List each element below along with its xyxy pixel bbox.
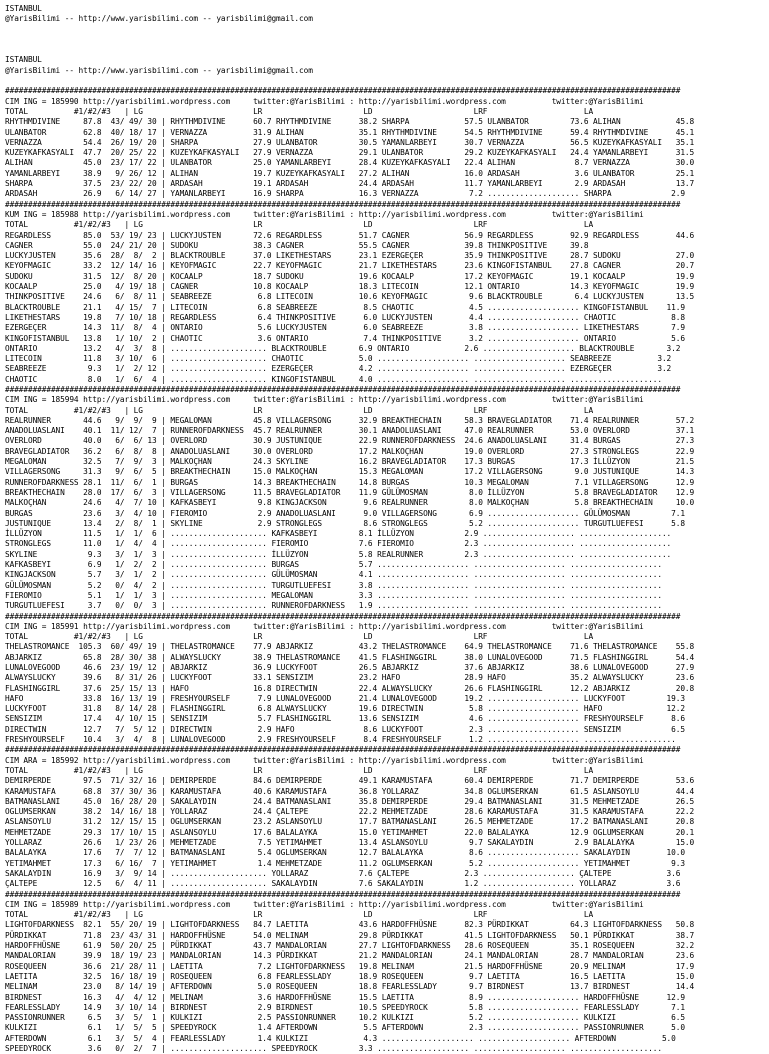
- report-line: BALALAYKA 17.6 7/ 7/ 12 | BATMANASLANI 5.4 OGLUMSERKAN 12.7 BALALAYKA 8.6 .................... SAKALAYDIN 10.0: [5, 848, 685, 858]
- report-line: DIRECTWIN 12.7 7/ 5/ 12 | DIRECTWIN 2.9 HAFO 8.6 LUCKYFOOT 2.3 .................... SENSIZIM 6.5: [5, 724, 685, 734]
- report-line: CHAOTIC 8.0 1/ 6/ 4 | ..................... KINGOFISTANBUL 4.0 .................... .................... ....................: [5, 374, 662, 384]
- report-line: REALRUNNER 44.6 9/ 9/ 9 | MEGALOMAN 45.8 VILLAGERSONG 32.9 BREAKTHECHAIN 58.3 BRAVEGLADIATOR 71.4 REALRUNNER 57.2: [5, 415, 695, 425]
- report-line: [5, 25, 694, 35]
- report-line: YAMANLARBEYI 38.9 9/ 26/ 12 | ALIHAN 19.7 KUZEYKAFKASYALI 27.2 ALIHAN 16.0 ARDASAH 3.6 ULANBATOR 25.1: [5, 168, 695, 178]
- report-line: KARAMUSTAFA 68.8 37/ 30/ 36 | KARAMUSTAFA 40.6 KARAMUSTAFA 36.8 YOLLARAZ 34.8 OGLUMSERKAN 61.5 ASLANSOYLU 44.4: [5, 786, 695, 796]
- report-line: ###################################################################################################################################################: [5, 86, 681, 96]
- report-line: TURGUTLUEFESI 3.7 0/ 0/ 3 | ..................... RUNNEROFDARKNESS 1.9 .................... .................... ....................: [5, 601, 662, 611]
- report-line: KINGOFISTANBUL 13.8 1/ 10/ 2 | CHAOTIC 3.6 ONTARIO 7.4 THINKPOSITIVE 3.2 .................... ONTARIO 5.6: [5, 333, 685, 343]
- report-line: KUZEYKAFKASYALI 47.7 20/ 25/ 22 | KUZEYKAFKASYALI 27.9 VERNAZZA 29.1 ULANBATOR 29.2 KUZEYKAFKASYALI 24.4 YAMANLARBEYI 31.5: [5, 148, 695, 158]
- report-line: LAETITA 32.5 16/ 18/ 19 | ROSEQUEEN 6.8 FEARLESSLADY 18.9 ROSEQUEEN 9.7 LAETITA 16.5 LAETITA 15.0: [5, 971, 695, 981]
- report-line: SENSIZIM 17.4 4/ 10/ 15 | SENSIZIM 5.7 FLASHINGGIRL 13.6 SENSIZIM 4.6 .................... FRESHYOURSELF 8.6: [5, 714, 685, 724]
- report-line: BLACKTROUBLE 21.1 4/ 15/ 7 | LITECOIN 6.8 SEABREEZE 8.5 CHAOTIC 4.5 .................... KINGOFISTANBUL 11.9: [5, 302, 685, 312]
- report-line: VERNAZZA 54.4 26/ 19/ 20 | SHARPA 27.9 ULANBATOR 30.5 YAMANLARBEYI 30.7 VERNAZZA 56.5 KUZEYKAFKASYALI 35.1: [5, 137, 695, 147]
- report-line: FLASHINGGIRL 37.6 25/ 15/ 13 | HAFO 16.8 DIRECTWIN 22.4 ALWAYSLUCKY 26.6 FLASHINGGIRL 12.2 ABJARKIZ 20.8: [5, 683, 695, 693]
- report-line: ASLANSOYLU 31.2 12/ 15/ 15 | OGLUMSERKAN 23.2 ASLANSOYLU 17.7 BATMANASLANI 26.5 MEHMETZADE 17.2 BATMANASLANI 20.8: [5, 817, 695, 827]
- report-line: REGARDLESS 85.0 53/ 19/ 23 | LUCKYJUSTEN 72.6 REGARDLESS 51.7 CAGNER 56.9 REGARDLESS 92.9 REGARDLESS 44.6: [5, 230, 695, 240]
- report-line: GÜLÜMOSMAN 5.2 0/ 4/ 2 | ..................... TURGUTLUEFESI 3.8 .................... .................... ....................: [5, 580, 662, 590]
- report-line: ###################################################################################################################################################: [5, 384, 681, 394]
- report-line: TOTAL #1/#2/#3 | LG LR LD LRF LA: [5, 632, 594, 642]
- report-line: BIRDNEST 16.3 4/ 4/ 12 | MELINAM 3.6 HARDOFFHÜSNE 15.5 LAETITA 8.9 .................... HARDOFFHÜSNE 12.9: [5, 992, 685, 1002]
- report-line: ###################################################################################################################################################: [5, 611, 681, 621]
- report-line: SUDOKU 31.5 12/ 8/ 20 | KOCAALP 18.7 SUDOKU 19.6 KOCAALP 17.2 KEYOFMAGIC 19.1 KOCAALP 19.9: [5, 271, 695, 281]
- report-line: TOTAL #1/#2/#3 | LG LR LD LRF LA: [5, 405, 594, 415]
- report-line: YETIMAHMET 17.3 6/ 16/ 7 | YETIMAHMET 1.4 MEHMETZADE 11.2 OGLUMSERKAN 5.2 .................... YETIMAHMET 9.3: [5, 858, 685, 868]
- report-line: OGLUMSERKAN 38.2 14/ 16/ 18 | YOLLARAZ 24.4 ÇALTEPE 22.2 MEHMETZADE 28.6 KARAMUSTAFA 31.5 KARAMUSTAFA 22.2: [5, 807, 695, 817]
- report-line: ###################################################################################################################################################: [5, 889, 681, 899]
- race-report-sheet: [5, 4, 694, 1054]
- report-line: BATMANASLANI 45.0 16/ 28/ 20 | SAKALAYDIN 24.4 BATMANASLANI 35.8 DEMIRPERDE 29.4 BATMANASLANI 31.5 MEHMETZADE 26.5: [5, 796, 695, 806]
- report-line: [5, 35, 694, 45]
- report-line: @YarisBilimi -- http://www.yarisbilimi.com -- yarisbilimi@gmail.com: [5, 65, 313, 75]
- report-line: RHYTHMDIVINE 87.8 43/ 49/ 30 | RHYTHMDIVINE 60.7 RHYTHMDIVINE 38.2 SHARPA 57.5 ULANBATOR 73.6 ALIHAN 45.8: [5, 117, 695, 127]
- report-line: BURGAS 23.6 3/ 4/ 10 | FIEROMIO 2.9 ANADOLUASLANI 9.0 VILLAGERSONG 6.9 .................... GÜLÜMOSMAN 7.1: [5, 508, 685, 518]
- report-line: OVERLORD 40.0 6/ 6/ 13 | OVERLORD 30.9 JUSTUNIQUE 22.9 RUNNEROFDARKNESS 24.6 ANADOLUASLANI 31.4 BURGAS 27.3: [5, 436, 695, 446]
- report-line: BREAKTHECHAIN 28.0 17/ 6/ 3 | VILLAGERSONG 11.5 BRAVEGLADIATOR 11.9 GÜLÜMOSMAN 8.0 İLLÜZYON 5.8 BRAVEGLADIATOR 12.9: [5, 487, 695, 497]
- report-line: FRESHYOURSELF 10.4 3/ 4/ 8 | LUNALOVEGOOD 2.9 FRESHYOURSELF 8.4 FRESHYOURSELF 1.2 .................... ....................: [5, 735, 676, 745]
- report-line: VILLAGERSONG 31.3 9/ 6/ 5 | BREAKTHECHAIN 15.0 MALKOÇHAN 15.3 MEGALOMAN 17.2 VILLAGERSONG 9.0 JUSTUNIQUE 14.3: [5, 467, 695, 477]
- report-line: TOTAL #1/#2/#3 | LG LR LD LRF LA: [5, 106, 594, 116]
- report-line: FEARLESSLADY 14.9 3/ 10/ 14 | BIRDNEST 2.9 BIRDNEST 10.5 SPEEDYROCK 5.8 .................... FEARLESSLADY 7.1: [5, 1002, 685, 1012]
- report-line: BRAVEGLADIATOR 36.2 6/ 8/ 8 | ANADOLUASLANI 30.0 OVERLORD 17.2 MALKOÇHAN 19.0 OVERLORD 27.3 STRONGLEGS 22.9: [5, 446, 695, 456]
- report-line: LUCKYJUSTEN 35.6 28/ 8/ 2 | BLACKTROUBLE 37.0 LIKETHESTARS 23.1 EZERGEÇER 35.9 THINKPOSITIVE 28.7 SUDOKU 27.0: [5, 251, 695, 261]
- report-line: MEHMETZADE 29.3 17/ 10/ 15 | ASLANSOYLU 17.6 BALALAYKA 15.0 YETIMAHMET 22.0 BALALAYKA 12.9 OGLUMSERKAN 20.1: [5, 827, 695, 837]
- report-line: CIM ING = 185989 http://yarisbilimi.wordpress.com twitter:@YarisBilimi : http://yarisbilimi.wordpress.com twitter:@YarisBilimi: [5, 899, 644, 909]
- report-line: ISTANBUL: [5, 55, 42, 65]
- report-line: SAKALAYDIN 16.9 3/ 9/ 14 | ..................... YOLLARAZ 7.6 ÇALTEPE 2.3 .................... ÇALTEPE 3.6: [5, 868, 681, 878]
- report-line: MEGALOMAN 32.5 7/ 9/ 3 | MALKOÇHAN 24.3 SKYLINE 16.2 BRAVEGLADIATOR 17.3 BURGAS 17.3 İLLÜZYON 21.5: [5, 457, 695, 467]
- report-line: ISTANBUL: [5, 4, 42, 13]
- report-line: LIKETHESTARS 19.8 7/ 10/ 18 | REGARDLESS 6.4 THINKPOSITIVE 6.0 LUCKYJUSTEN 4.4 .................... CHAOTIC 8.8: [5, 312, 685, 322]
- report-line: CIM ING = 185990 http://yarisbilimi.wordpress.com twitter:@YarisBilimi : http://yarisbilimi.wordpress.com twitter:@YarisBilimi: [5, 96, 644, 106]
- report-line: SHARPA 37.5 23/ 22/ 20 | ARDASAH 19.1 ARDASAH 24.4 ARDASAH 11.7 YAMANLARBEYI 2.9 ARDASAH 13.7: [5, 179, 695, 189]
- report-line: İLLÜZYON 11.5 1/ 1/ 6 | ..................... KAFKASBEYI 8.1 İLLÜZYON 2.9 .................... ....................: [5, 529, 672, 539]
- report-line: LITECOIN 11.8 3/ 10/ 6 | ..................... CHAOTIC 5.0 .................... .................... SEABREEZE 3.2: [5, 354, 672, 364]
- report-line: CIM ING = 185991 http://yarisbilimi.wordpress.com twitter:@YarisBilimi : http://yarisbilimi.wordpress.com twitter:@YarisBilimi: [5, 621, 644, 631]
- report-line: MELINAM 23.0 8/ 14/ 19 | AFTERDOWN 5.0 ROSEQUEEN 18.8 FEARLESSLADY 9.7 BIRDNEST 13.7 BIRDNEST 14.4: [5, 982, 695, 992]
- report-line: ###################################################################################################################################################: [5, 745, 681, 755]
- report-line: JUSTUNIQUE 13.4 2/ 8/ 1 | SKYLINE 2.9 STRONGLEGS 8.6 STRONGLEGS 5.2 .................... TURGUTLUEFESI 5.8: [5, 518, 685, 528]
- report-line: STRONGLEGS 11.0 1/ 4/ 4 | ..................... FIEROMIO 7.6 FIEROMIO 2.3 .................... ....................: [5, 539, 672, 549]
- report-line: KOCAALP 25.0 4/ 19/ 18 | CAGNER 10.8 KOCAALP 18.3 LITECOIN 12.1 ONTARIO 14.3 KEYOFMAGIC 19.9: [5, 282, 695, 292]
- report-line: THELASTROMANCE 105.3 60/ 49/ 19 | THELASTROMANCE 77.9 ABJARKIZ 43.2 THELASTROMANCE 64.9 THELASTROMANCE 71.6 THELASTROMANCE 55.8: [5, 642, 695, 652]
- report-line: MANDALORIAN 39.9 18/ 19/ 23 | MANDALORIAN 14.3 PÜRDIKKAT 21.2 MANDALORIAN 24.1 MANDALORIAN 28.7 MANDALORIAN 23.6: [5, 951, 695, 961]
- report-line: HARDOFFHÜSNE 61.9 50/ 20/ 25 | PÜRDIKKAT 43.7 MANDALORIAN 27.7 LIGHTOFDARKNESS 28.6 ROSEQUEEN 35.1 ROSEQUEEN 32.2: [5, 941, 695, 951]
- report-line: HAFO 33.8 16/ 13/ 19 | FRESHYOURSELF 7.9 LUNALOVEGOOD 21.4 LUNALOVEGOOD 19.2 .................... LUCKYFOOT 19.3: [5, 693, 685, 703]
- report-line: LUNALOVEGOOD 46.6 23/ 19/ 12 | ABJARKIZ 36.9 LUCKYFOOT 26.5 ABJARKIZ 37.6 ABJARKIZ 38.6 LUNALOVEGOOD 27.9: [5, 663, 695, 672]
- report-line: ONTARIO 13.2 4/ 3/ 8 | ..................... BLACKTROUBLE 6.9 ONTARIO 2.6 .................... BLACKTROUBLE 3.2: [5, 343, 681, 353]
- report-line: ÇALTEPE 12.5 6/ 4/ 11 | ..................... SAKALAYDIN 7.6 SAKALAYDIN 1.2 .................... YOLLARAZ 3.6: [5, 879, 681, 889]
- report-line: CIM ARA = 185992 http://yarisbilimi.wordpress.com twitter:@YarisBilimi : http://yarisbilimi.wordpress.com twitter:@YarisBilimi: [5, 755, 644, 765]
- report-line: ALIHAN 45.0 23/ 17/ 22 | ULANBATOR 25.0 YAMANLARBEYI 28.4 KUZEYKAFKASYALI 22.4 ALIHAN 8.7 VERNAZZA 30.0: [5, 158, 695, 168]
- report-line: KEYOFMAGIC 33.2 12/ 14/ 16 | KEYOFMAGIC 22.7 KEYOFMAGIC 21.7 LIKETHESTARS 23.6 KINGOFISTANBUL 27.8 CAGNER 20.7: [5, 261, 695, 271]
- report-line: TOTAL #1/#2/#3 | LG LR LD LRF LA: [5, 220, 594, 230]
- report-line: RUNNEROFDARKNESS 28.1 11/ 6/ 1 | BURGAS 14.3 BREAKTHECHAIN 14.8 BURGAS 10.3 MEGALOMAN 7.1 VILLAGERSONG 12.9: [5, 477, 695, 487]
- report-line: LUCKYFOOT 31.8 8/ 14/ 28 | FLASHINGGIRL 6.8 ALWAYSLUCKY 19.6 DIRECTWIN 5.8 .................... HAFO 12.2: [5, 704, 685, 714]
- report-line: ULANBATOR 62.8 40/ 18/ 17 | VERNAZZA 31.9 ALIHAN 35.1 RHYTHMDIVINE 54.5 RHYTHMDIVINE 59.4 RHYTHMDIVINE 45.1: [5, 127, 695, 137]
- report-line: EZERGEÇER 14.3 11/ 8/ 4 | ONTARIO 5.6 LUCKYJUSTEN 6.0 SEABREEZE 3.8 .................... LIKETHESTARS 7.9: [5, 323, 685, 333]
- report-line: AFTERDOWN 6.1 3/ 5/ 4 | FEARLESSLADY 1.4 KULKIZI 4.3 .................... .................... AFTERDOWN 5.0: [5, 1033, 676, 1043]
- report-line: CIM ING = 185994 http://yarisbilimi.wordpress.com twitter:@YarisBilimi : http://yarisbilimi.wordpress.com twitter:@YarisBilimi: [5, 395, 644, 405]
- report-line: KINGJACKSON 5.7 3/ 1/ 2 | ..................... GÜLÜMOSMAN 4.1 .................... .................... ....................: [5, 570, 662, 580]
- report-line: KUM ING = 185988 http://yarisbilimi.wordpress.com twitter:@YarisBilimi : http://yarisbilimi.wordpress.com twitter:@YarisBilimi: [5, 209, 644, 219]
- report-line: YOLLARAZ 26.6 1/ 23/ 26 | MEHMETZADE 7.5 YETIMAHMET 13.4 ASLANSOYLU 9.7 SAKALAYDIN 2.9 BALALAYKA 15.0: [5, 838, 695, 848]
- report-line: SEABREEZE 9.3 1/ 2/ 12 | ..................... EZERGEÇER 4.2 .................... .................... EZERGEÇER 3.2: [5, 364, 672, 374]
- report-line: SKYLINE 9.3 3/ 1/ 3 | ..................... İLLÜZYON 5.8 REALRUNNER 2.3 .................... ....................: [5, 549, 672, 559]
- report-line: ALWAYSLUCKY 39.6 8/ 31/ 26 | LUCKYFOOT 33.1 SENSIZIM 23.2 HAFO 28.9 HAFO 35.2 ALWAYSLUCKY 23.6: [5, 673, 695, 683]
- report-line: PÜRDIKKAT 71.8 23/ 43/ 31 | HARDOFFHÜSNE 54.0 MELINAM 29.8 PÜRDIKKAT 41.5 LIGHTOFDARKNESS 50.1 PÜRDIKKAT 38.7: [5, 930, 695, 940]
- report-line: SPEEDYROCK 3.6 0/ 2/ 7 | ..................... SPEEDYROCK 3.3 .................... .................... ....................: [5, 1043, 662, 1053]
- report-line: TOTAL #1/#2/#3 | LG LR LD LRF LA: [5, 910, 594, 920]
- report-line: PASSIONRUNNER 6.5 3/ 5/ 1 | KULKIZI 2.5 PASSIONRUNNER 10.2 KULKIZI 5.2 .................... KULKIZI 6.5: [5, 1013, 685, 1023]
- report-line: KULKIZI 6.1 1/ 5/ 5 | SPEEDYROCK 1.4 AFTERDOWN 5.5 AFTERDOWN 2.3 .................... PASSIONRUNNER 5.0: [5, 1023, 685, 1033]
- report-line: LIGHTOFDARKNESS 82.1 55/ 20/ 19 | LIGHTOFDARKNESS 84.7 LAETITA 43.6 HARDOFFHÜSNE 82.3 PÜRDIKKAT 64.3 LIGHTOFDARKNESS 50.8: [5, 920, 695, 930]
- report-line: THINKPOSITIVE 24.6 6/ 8/ 11 | SEABREEZE 6.8 LITECOIN 10.6 KEYOFMAGIC 9.6 BLACKTROUBLE 6.4 LUCKYJUSTEN 13.5: [5, 292, 695, 302]
- report-line: KAFKASBEYI 6.9 1/ 2/ 2 | ..................... BURGAS 5.7 .................... .................... ....................: [5, 560, 662, 570]
- report-line: FIEROMIO 5.1 1/ 1/ 3 | ..................... MEGALOMAN 3.3 .................... .................... ....................: [5, 590, 662, 600]
- report-line: [5, 45, 694, 55]
- report-line: MALKOÇHAN 24.6 4/ 7/ 10 | KAFKASBEYI 9.8 KINGJACKSON 9.6 REALRUNNER 8.0 MALKOÇHAN 5.8 BREAKTHECHAIN 10.0: [5, 498, 695, 508]
- report-line: ANADOLUASLANI 40.1 11/ 12/ 7 | RUNNEROFDARKNESS 45.7 REALRUNNER 30.1 ANADOLUASLANI 47.0 REALRUNNER 53.0 OVERLORD 37.1: [5, 426, 695, 436]
- report-line: @YarisBilimi -- http://www.yarisbilimi.com -- yarisbilimi@gmail.com: [5, 14, 313, 24]
- report-line: DEMIRPERDE 97.5 71/ 32/ 16 | DEMIRPERDE 84.6 DEMIRPERDE 49.1 KARAMUSTAFA 60.4 DEMIRPERDE 71.7 DEMIRPERDE 53.6: [5, 776, 695, 786]
- report-line: ROSEQUEEN 36.6 21/ 28/ 11 | LAETITA 7.2 LIGHTOFDARKNESS 19.8 MELINAM 21.5 HARDOFFHÜSNE 20.9 MELINAM 17.9: [5, 961, 695, 971]
- report-line: TOTAL #1/#2/#3 | LG LR LD LRF LA: [5, 765, 594, 775]
- report-line: [5, 76, 694, 86]
- report-line: CAGNER 55.0 24/ 21/ 20 | SUDOKU 38.3 CAGNER 55.5 CAGNER 39.8 THINKPOSITIVE 39.8: [5, 240, 589, 250]
- report-line: ARDASAH 26.9 6/ 14/ 27 | YAMANLARBEYI 16.9 SHARPA 16.3 VERNAZZA 7.2 .................... SHARPA 2.9: [5, 189, 685, 199]
- report-line: ABJARKIZ 65.8 28/ 30/ 38 | ALWAYSLUCKY 38.9 THELASTROMANCE 41.5 FLASHINGGIRL 38.0 LUNALOVEGOOD 71.5 FLASHINGGIRL 54.4: [5, 652, 695, 662]
- report-line: ###################################################################################################################################################: [5, 199, 681, 209]
